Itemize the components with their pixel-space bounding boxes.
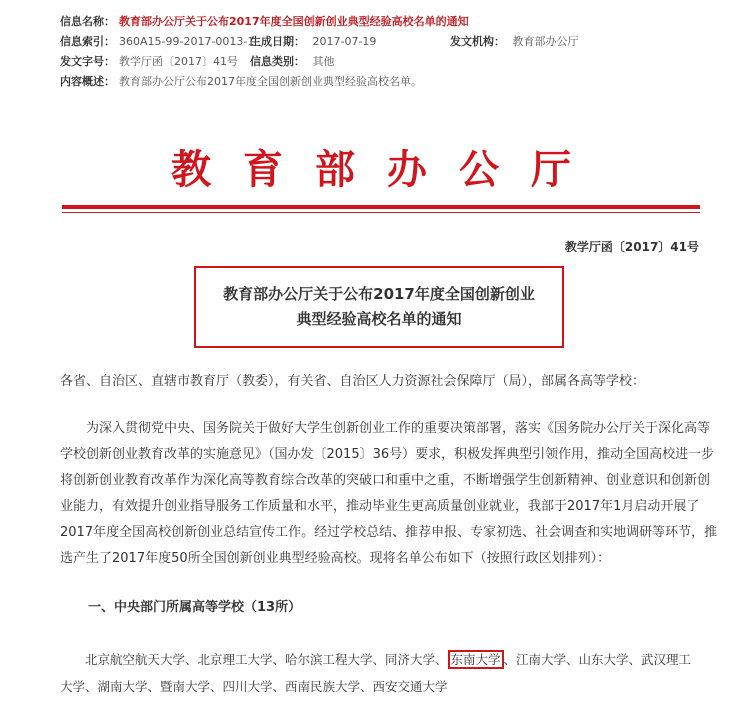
meta-docno-value: 教学厅函〔2017〕41号	[119, 55, 238, 68]
meta-index-label: 信息索引：	[60, 35, 115, 48]
body-paragraph	[60, 416, 718, 572]
issuer-masthead: 教育部办公厅	[171, 146, 603, 193]
section-heading: 一、中央部门所属高等学校（13所）	[88, 600, 302, 615]
university-list	[60, 646, 710, 700]
meta-category-value: 其他	[312, 55, 335, 68]
meta-index-value: 360A15-99-2017-0013-1	[119, 35, 255, 48]
list-text-before: 北京航空航天大学、北京理工大学、哈尔滨工程大学、同济大学、	[60, 652, 448, 667]
document-number: 教学厅函〔2017〕41号	[564, 240, 699, 254]
meta-issuer-label: 发文机构：	[450, 35, 505, 48]
document-title-box	[194, 266, 564, 348]
paragraph-line: 学校创新创业教育改革的实施意见》（国办发〔2015〕36号）要求，积极发挥典型引领作用，推动全国高校进一步	[60, 447, 715, 462]
masthead-rule-thick	[62, 205, 700, 209]
document-title-line1: 教育部办公厅关于公布2017年度全国创新创业	[223, 285, 535, 303]
meta-row-docno	[60, 52, 700, 72]
paragraph-line: 将创新创业教育改革作为深化高等教育综合改革的突破口和重中之重，不断增强学生创新精神、创业意识和创新创	[60, 473, 711, 488]
meta-docno-label: 发文字号：	[60, 55, 115, 68]
meta-row-name	[60, 12, 700, 32]
document-title-line2: 典型经验高校名单的通知	[296, 310, 462, 328]
paragraph-line: 为深入贯彻党中央、国务院关于做好大学生创新创业工作的重要决策部署，落实《国务院办公厅关于深化高等	[60, 421, 711, 436]
university-list-line	[60, 646, 710, 673]
university-list-line: 大学、湖南大学、暨南大学、四川大学、西南民族大学、西安交通大学	[60, 679, 448, 694]
document-metadata	[60, 12, 700, 92]
paragraph-line: 选产生了2017年度50所全国创新创业典型经验高校。现将名单公布如下（按照行政区划排列）：	[60, 551, 611, 566]
meta-row-summary	[60, 72, 700, 92]
list-text-after: 、江南大学、山东大学、武汉理工	[503, 652, 692, 667]
highlighted-university: 东南大学	[448, 650, 504, 669]
meta-date-value: 2017-07-19	[312, 35, 377, 48]
paragraph-line: 2017年度全国高校创新创业总结宣传工作。经过学校总结、推荐申报、专家初选、社会调查和实地调研等环节，推	[60, 525, 718, 540]
paragraph-line: 业能力，有效提升创业指导服务工作质量和水平，推动毕业生更高质量创业就业，我部于2017年1月启动开展了	[60, 499, 700, 514]
meta-date-label: 生成日期：	[250, 35, 305, 48]
salutation: 各省、自治区、直辖市教育厅（教委），有关省、自治区人力资源社会保障厅（局），部属各高等学校：	[60, 374, 646, 389]
meta-name-label: 信息名称：	[60, 15, 115, 28]
meta-issuer-value: 教育部办公厅	[512, 35, 579, 48]
masthead-rule-thin	[62, 212, 700, 213]
meta-summary-value: 教育部办公厅公布2017年度全国创新创业典型经验高校名单。	[119, 75, 422, 88]
meta-row-index	[60, 32, 700, 52]
meta-category-label: 信息类别：	[250, 55, 305, 68]
meta-summary-label: 内容概述：	[60, 75, 115, 88]
meta-name-value: 教育部办公厅关于公布2017年度全国创新创业典型经验高校名单的通知	[119, 15, 469, 28]
